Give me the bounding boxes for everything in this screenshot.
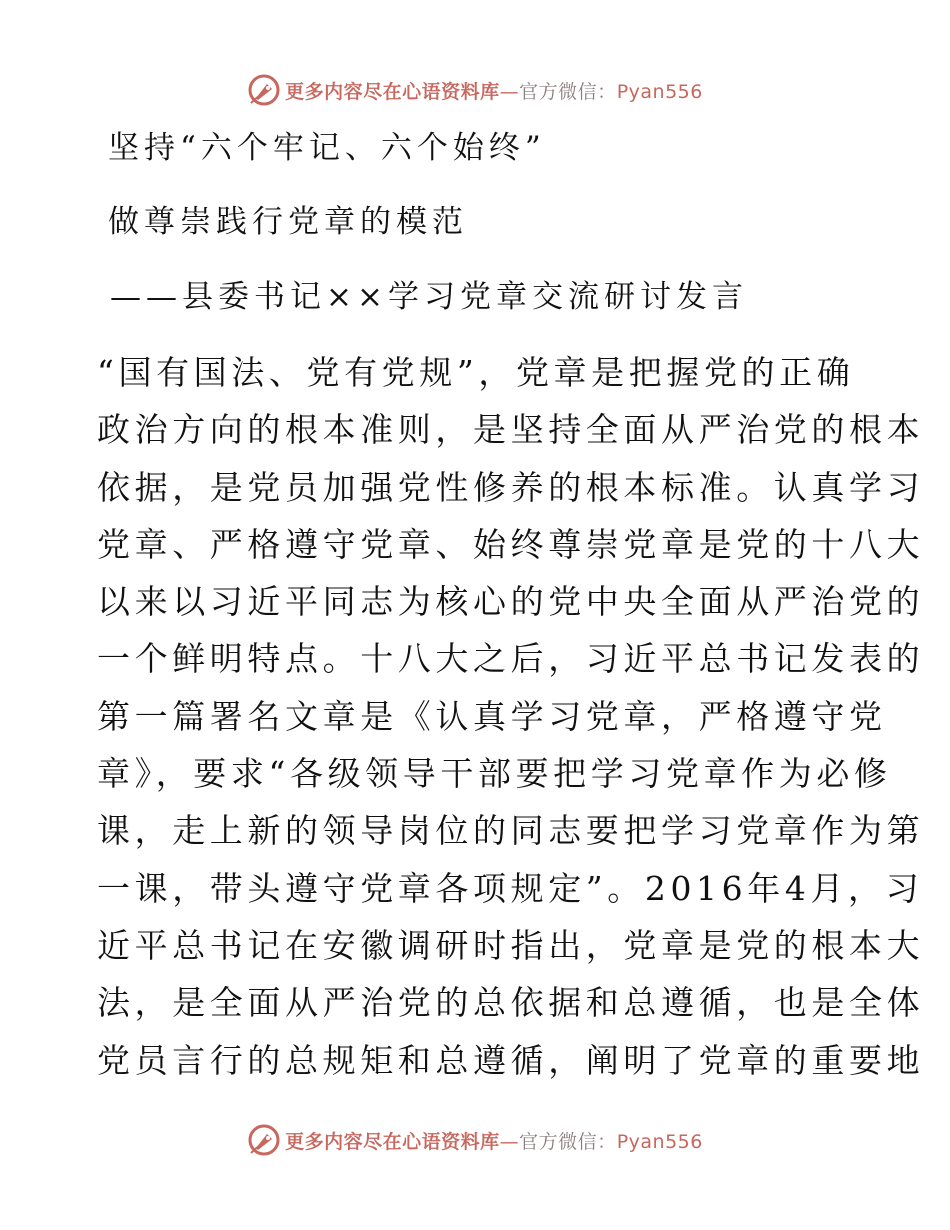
watermark-brand: 更多内容尽在心语资料库 [285, 80, 500, 103]
body-line: 一个鲜明特点。十八大之后，习近平总书记发表的 [97, 639, 925, 679]
watermark-label: 官方微信： [519, 80, 617, 103]
watermark-separator: — [499, 1130, 520, 1153]
body-line: 依据，是党员加强党性修养的根本标准。认真学习 [97, 467, 925, 507]
body-line: 第一篇署名文章是《认真学习党章，严格遵守党 [97, 696, 887, 736]
watermark-separator: — [499, 80, 520, 103]
body-line: 以来以习近平同志为核心的党中央全面从严治党的 [97, 582, 925, 622]
watermark-label: 官方微信： [519, 1130, 617, 1153]
document-subtitle: 做尊崇践行党章的模范 [108, 204, 468, 240]
pen-nib-logo-icon [247, 73, 281, 107]
body-line: 近平总书记在安徽调研时指出，党章是党的根本大 [97, 925, 925, 965]
pen-nib-logo-icon [247, 1123, 281, 1157]
watermark-text [285, 1127, 703, 1154]
watermark-brand: 更多内容尽在心语资料库 [285, 1130, 500, 1153]
watermark-wechat-id: Pyan556 [616, 1130, 703, 1153]
body-line: 党员言行的总规矩和总遵循，阐明了党章的重要地 [97, 1040, 925, 1080]
body-line: 党章、严格遵守党章、始终尊崇党章是党的十八大 [97, 524, 925, 564]
document-byline: ——县委书记××学习党章交流研讨发言 [110, 279, 748, 315]
watermark-text [285, 77, 703, 104]
body-line: 章》，要求“各级领导干部要把学习党章作为必修 [97, 754, 892, 794]
body-line: 一课，带头遵守党章各项规定”。2016年4月，习 [97, 868, 924, 908]
body-line: 课，走上新的领导岗位的同志要把学习党章作为第 [97, 811, 925, 851]
body-line: 政治方向的根本准则，是坚持全面从严治党的根本 [97, 410, 925, 450]
document-title: 坚持“六个牢记、六个始终” [108, 130, 546, 166]
body-line: 法，是全面从严治党的总依据和总遵循，也是全体 [97, 983, 925, 1023]
body-line: “国有国法、党有党规”，党章是把握党的正确 [97, 353, 855, 392]
footer-watermark [0, 1120, 950, 1160]
watermark-wechat-id: Pyan556 [616, 80, 703, 103]
body-paragraph [97, 344, 925, 1089]
header-watermark [0, 70, 950, 110]
